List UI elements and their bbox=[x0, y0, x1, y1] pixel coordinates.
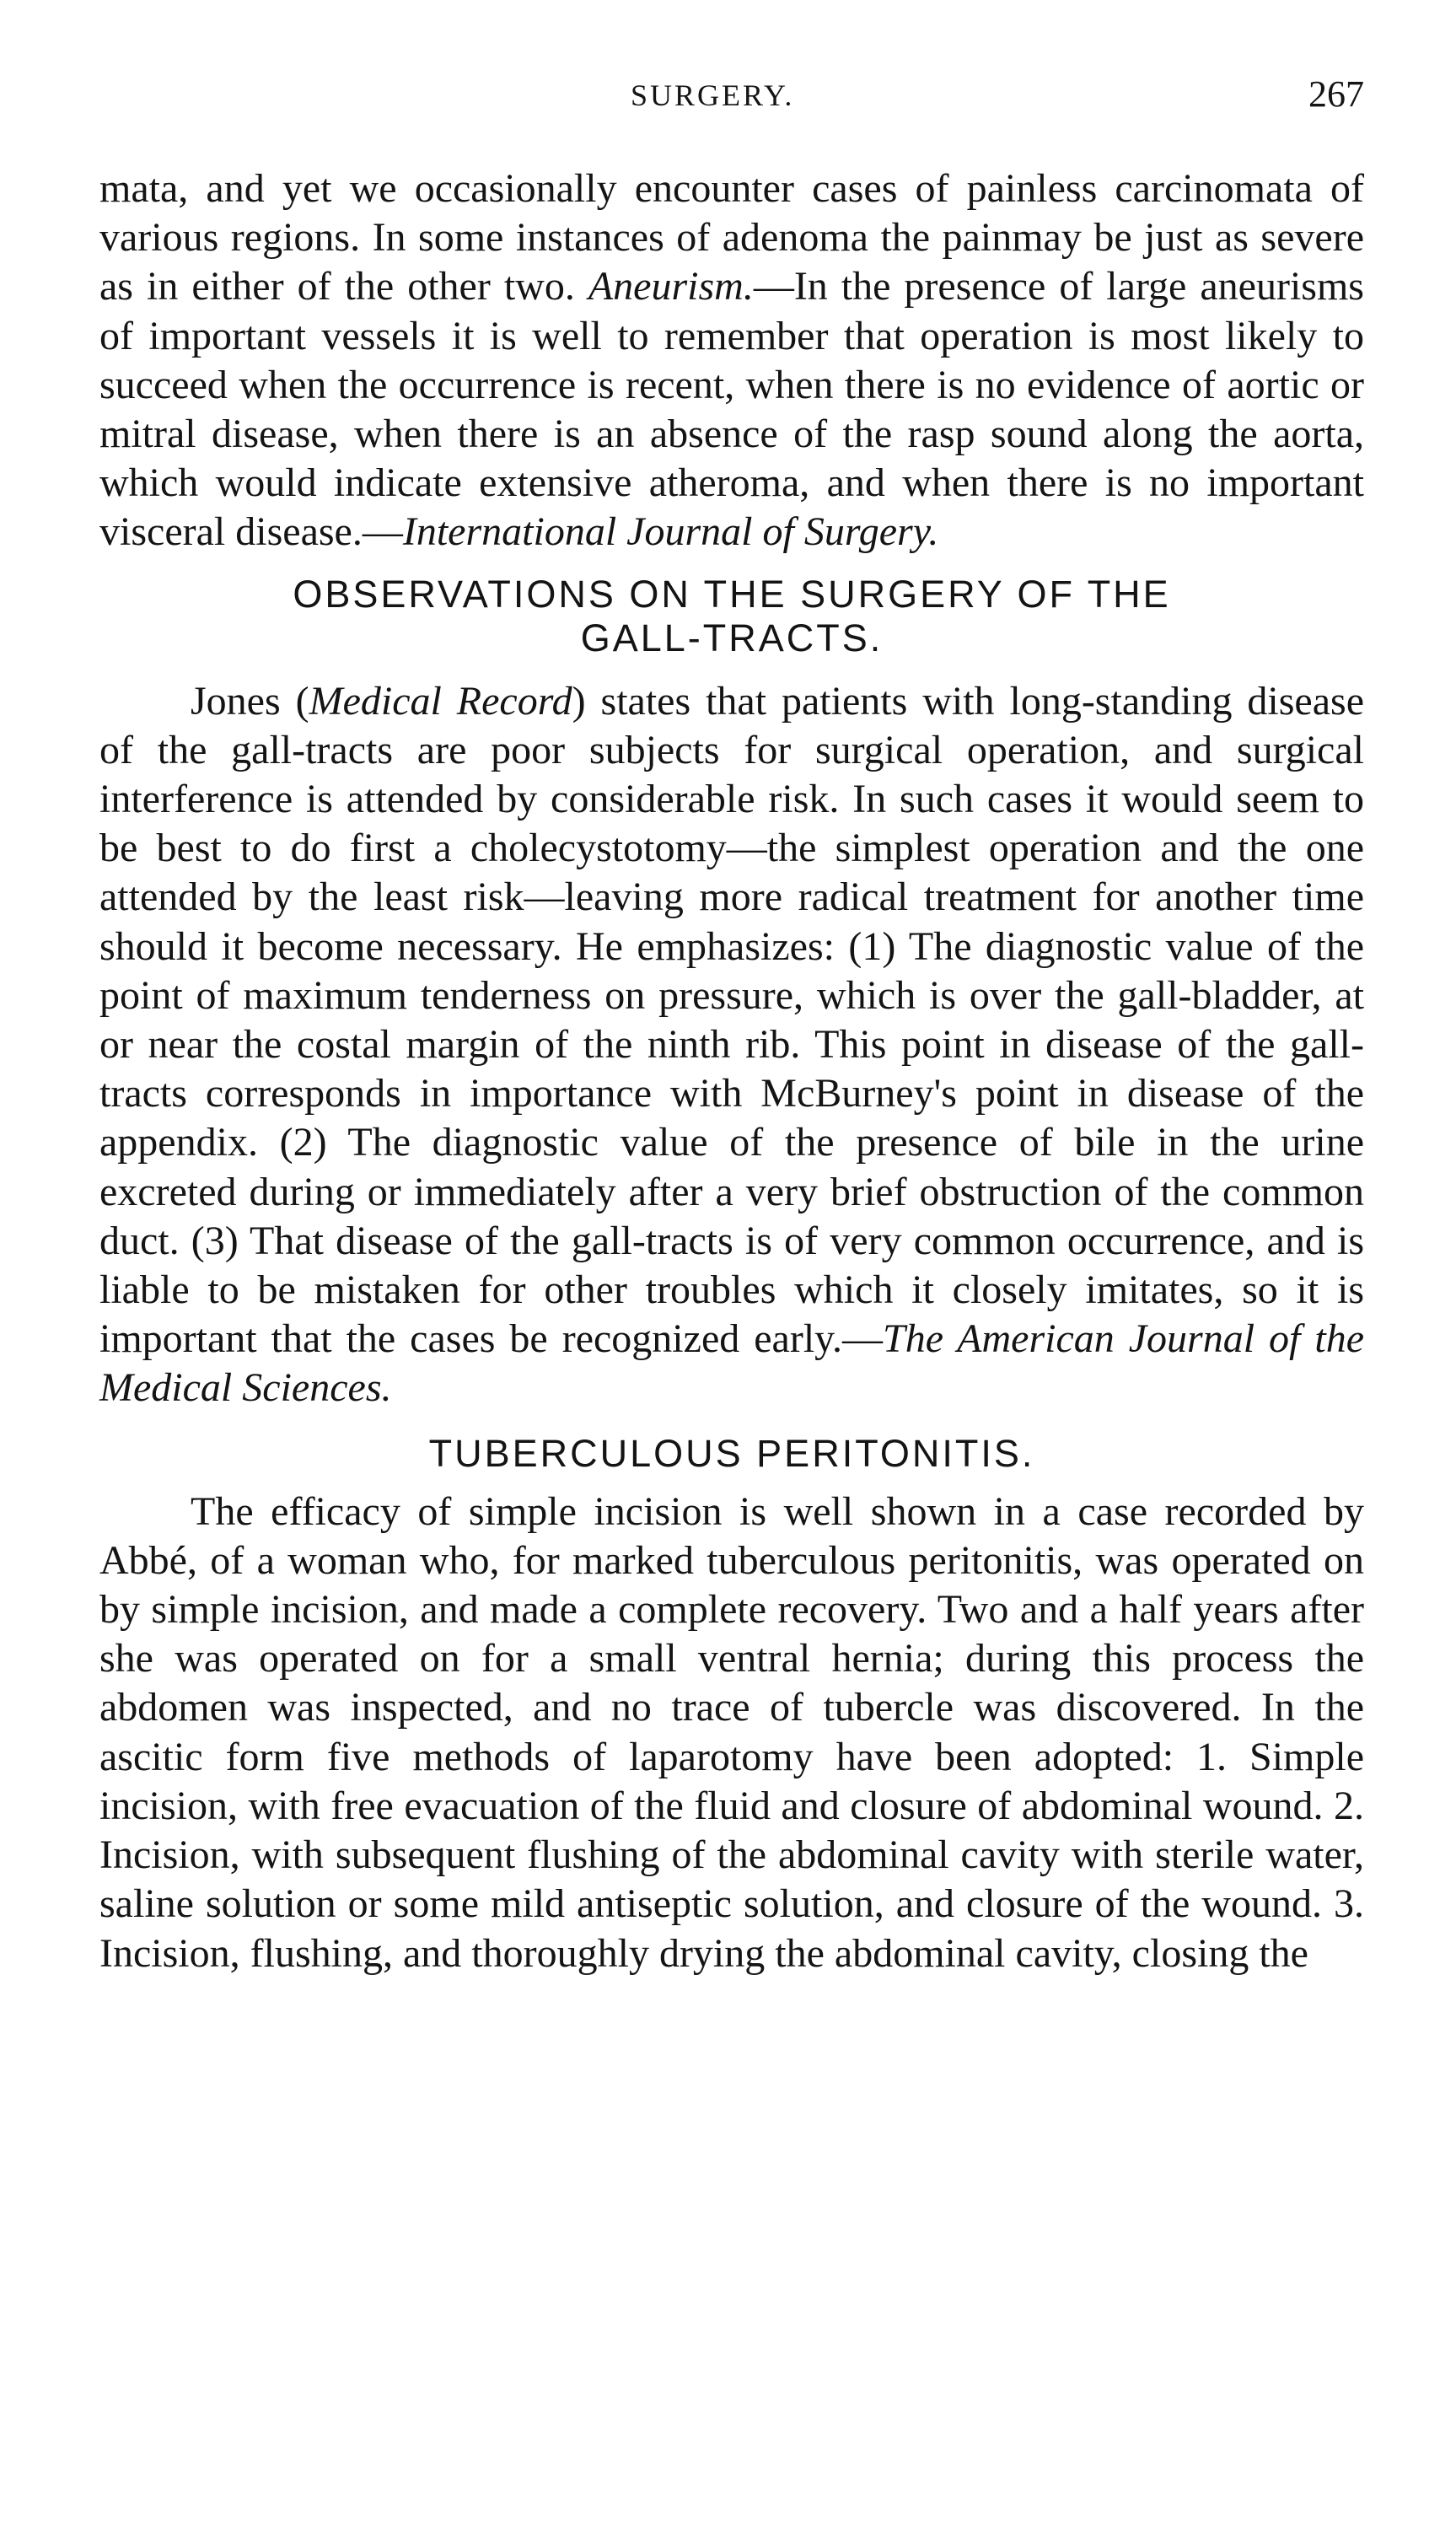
running-head bbox=[99, 73, 1364, 128]
peritonitis-paragraph: The efficacy of simple incision is well shown in a case recorded by Abbé, of a woman who, for marked tuberculous peritonitis, was operated on by simple incision, and made a complete recovery. Two and a half years after she was operated on for a small ventral hernia; during this process the abdomen was inspected, and no trace of tubercle was discovered. In the ascitic form five methods of laparotomy have been adopted: 1. Simple incision, with free evacuation of the fluid and closure of abdominal wound. 2. Incision, with subsequent flushing of the abdominal cavity with sterile water, saline solution or some mild antiseptic solution, and closure of the wound. 3. Incision, flushing, and thoroughly drying the abdominal cavity, closing the bbox=[99, 1488, 1364, 1976]
continuation-text-2: In the presence of large aneurisms of important vessels it is well to remember that operation is most likely to succeed when the occurrence is recent, when there is no evidence of aortic or mitral disease, when there is an absence of the rasp sound along the aorta, which would indicate extensive atheroma, and when there is no important visceral disease.— bbox=[99, 264, 1364, 555]
heading-line-1: OBSERVATIONS ON THE SURGERY OF THE bbox=[293, 572, 1171, 616]
running-title: SURGERY. bbox=[631, 78, 795, 112]
gall-tracts-journal: Medical Record bbox=[309, 678, 572, 724]
gall-tracts-text: ) states that patients with long-standing disease of the gall-tracts are poor subjects for surgical operation, and surgical interference is attended by considerable risk. In such cases it would seem to be best to do first a cholecystotomy—the simplest operation and the one attended by the least risk—leaving more radical treatment for another time should it become necessary. He emphasizes: (1) The diagnostic value of the point of maximum tenderness on pressure, which is over the gall-bladder, at or near the costal margin of the ninth rib. This point in disease of the gall-tracts corresponds in importance with McBurney's point in disease of the appendix. (2) The diagnostic value of the presence of bile in the urine excreted during or immediately after a very brief obstruction of the common duct. (3) That disease of the gall-tracts is of very common occurrence, and is liable to be mistaken for other troubles which it closely imitates, so it is important that the cases be recognized early.— bbox=[99, 678, 1364, 1362]
gall-tracts-author: Jones ( bbox=[191, 678, 309, 724]
continuation-paragraph bbox=[99, 164, 1364, 557]
aneurism-subhead: Aneurism. bbox=[588, 264, 754, 309]
subhead-dash: — bbox=[753, 264, 794, 309]
gall-tracts-paragraph bbox=[99, 677, 1364, 1413]
continuation-text-1: mata, and yet we occasionally encounter cases of painless carcinomata of various regions. In some instances of adenoma the painmay be just as severe as in either of the other two. bbox=[99, 166, 1364, 309]
page-body bbox=[99, 164, 1364, 1978]
heading-line-2: GALL-TRACTS. bbox=[580, 616, 884, 659]
gall-tracts-source: The American Journal of the Medical Sciences. bbox=[99, 1316, 1364, 1411]
section-heading-gall-tracts bbox=[99, 573, 1364, 660]
page-number: 267 bbox=[1308, 73, 1364, 115]
section-heading-peritonitis: TUBERCULOUS PERITONITIS. bbox=[428, 1431, 1035, 1475]
continuation-source: International Journal of Surgery. bbox=[402, 509, 939, 555]
